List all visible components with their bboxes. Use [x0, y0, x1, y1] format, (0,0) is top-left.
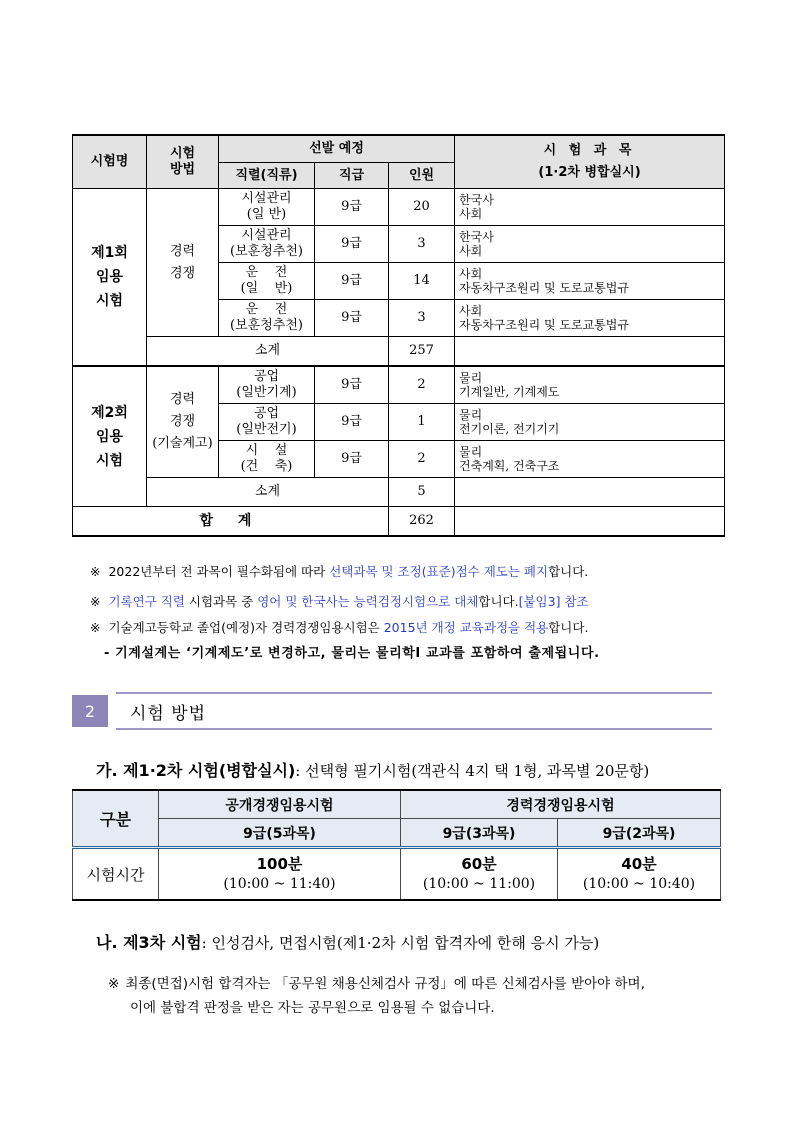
exam-name-1: 제1회 임용 시험: [73, 189, 147, 367]
time-cell: 60분 (10:00 ~ 11:00): [401, 848, 558, 901]
note-4: - 기계설계는 ‘기계제도’로 변경하고, 물리는 물리학Ⅰ 교과를 포함하여 출제됩니다.: [104, 646, 600, 661]
count-cell: 3: [389, 226, 455, 263]
table-row: [73, 189, 725, 226]
subtotal-value: 5: [389, 478, 455, 507]
subjects-cell: 물리 건축계획, 건축구조: [455, 441, 725, 478]
grade-cell: 9급: [315, 189, 389, 226]
total-row: [73, 507, 725, 537]
row-label: 시험시간: [73, 848, 159, 901]
subtotal-label: 소계: [147, 337, 389, 367]
table-row: [73, 366, 725, 404]
section-title: 시험 방법: [130, 704, 207, 724]
count-cell: 2: [389, 366, 455, 404]
header-career-sub2: 9급(2과목): [558, 819, 721, 848]
subtotal-empty: [455, 478, 725, 507]
header-gubun: 구분: [73, 790, 159, 848]
job-cell: 운 전 (보훈청추천): [219, 300, 315, 337]
grade-cell: 9급: [315, 300, 389, 337]
header-exam-name: 시험명: [73, 135, 147, 189]
header-job: 직렬(직류): [219, 163, 315, 189]
count-cell: 20: [389, 189, 455, 226]
note-2: ※ 기록연구 직렬 시험과목 중 영어 및 한국사는 능력검정시험으로 대체합니다.[붙임3] 참조: [90, 594, 589, 609]
header-career: 경력경쟁임용시험: [401, 790, 721, 819]
header-selection: 선발 예정: [219, 135, 455, 163]
grade-cell: 9급: [315, 263, 389, 300]
note-3: ※ 기술계고등학교 졸업(예정)자 경력경쟁임용시험은 2015년 개정 교육과정을 적용합니다.: [90, 620, 589, 635]
subtotal-row: [73, 478, 725, 507]
subjects-cell: 한국사 사회: [455, 226, 725, 263]
header-career-sub1: 9급(3과목): [401, 819, 558, 848]
header-open-sub: 9급(5과목): [159, 819, 401, 848]
subjects-cell: 사회 자동차구조원리 및 도로교통법규: [455, 300, 725, 337]
subtotal-row: [73, 337, 725, 367]
final-note: ※ 최종(면접)시험 합격자는 「공무원 채용신체검사 규정」에 따른 신체검사를 받아야 하며, 이에 불합격 판정을 받은 자는 공무원으로 임용될 수 없습니다.: [108, 976, 645, 1016]
header-count: 인원: [389, 163, 455, 189]
exam-method-1: 경력 경쟁: [147, 189, 219, 337]
job-cell: 공업 (일반전기): [219, 404, 315, 441]
grade-cell: 9급: [315, 366, 389, 404]
section-number: 2: [72, 695, 108, 727]
subjects-cell: 물리 기계일반, 기계제도: [455, 366, 725, 404]
total-empty: [455, 507, 725, 537]
count-cell: 3: [389, 300, 455, 337]
total-label: 합 계: [73, 507, 389, 537]
job-cell: 시 설 (건 축): [219, 441, 315, 478]
time-cell: 40분 (10:00 ~ 10:40): [558, 848, 721, 901]
subtotal-value: 257: [389, 337, 455, 367]
section-divider-bottom: [116, 728, 712, 730]
count-cell: 1: [389, 404, 455, 441]
subtotal-label: 소계: [147, 478, 389, 507]
time-cell: 100분 (10:00 ~ 11:40): [159, 848, 401, 901]
grade-cell: 9급: [315, 226, 389, 263]
subtotal-empty: [455, 337, 725, 367]
header-open: 공개경쟁임용시험: [159, 790, 401, 819]
subjects-cell: 물리 전기이론, 전기기기: [455, 404, 725, 441]
subheading-b: 나. 제3차 시험: 인성검사, 면접시험(제1·2차 시험 합격자에 한해 응시 가능): [96, 933, 600, 952]
count-cell: 2: [389, 441, 455, 478]
job-cell: 공업 (일반기계): [219, 366, 315, 404]
total-value: 262: [389, 507, 455, 537]
subjects-cell: 한국사 사회: [455, 189, 725, 226]
selection-table: [72, 134, 725, 537]
job-cell: 운 전 (일 반): [219, 263, 315, 300]
header-subjects: 시 험 과 목 (1·2차 병합실시): [455, 135, 725, 189]
exam-method-2: 경력 경쟁 (기술계고): [147, 366, 219, 478]
header-method: 시험 방법: [147, 135, 219, 189]
subheading-a: 가. 제1·2차 시험(병합실시): 선택형 필기시험(객관식 4지 택 1형, 과목별 20문항): [96, 761, 650, 780]
table-row: [73, 848, 721, 901]
job-cell: 시설관리 (보훈청추천): [219, 226, 315, 263]
exam-name-2: 제2회 임용 시험: [73, 366, 147, 507]
exam-time-table: [72, 789, 721, 901]
grade-cell: 9급: [315, 404, 389, 441]
note-1: ※ 2022년부터 전 과목이 필수화됨에 따라 선택과목 및 조정(표준)점수 제도는 폐지합니다.: [90, 564, 589, 579]
header-grade: 직급: [315, 163, 389, 189]
count-cell: 14: [389, 263, 455, 300]
subjects-cell: 사회 자동차구조원리 및 도로교통법규: [455, 263, 725, 300]
job-cell: 시설관리 (일 반): [219, 189, 315, 226]
grade-cell: 9급: [315, 441, 389, 478]
section-divider-top: [116, 692, 712, 694]
